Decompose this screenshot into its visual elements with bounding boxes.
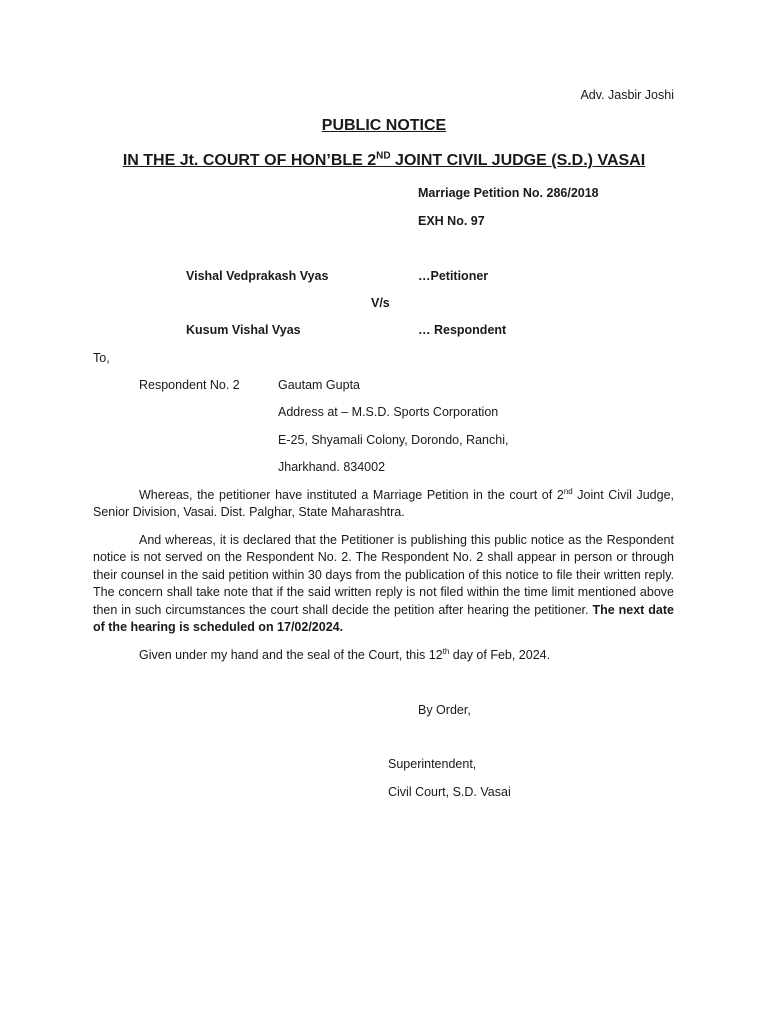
court-heading: [0, 152, 768, 170]
address-line-1: Address at – M.S.D. Sports Corporation: [278, 405, 499, 419]
paragraph-1-pre: Whereas, the petitioner have instituted a Marriage Petition in the court of 2: [139, 488, 564, 502]
court-heading-pre: IN THE Jt. COURT OF HON’BLE 2: [122, 152, 377, 169]
paragraph-3-sup: th: [442, 646, 450, 656]
paragraph-3: [93, 647, 674, 664]
paragraph-2: [93, 532, 674, 636]
to-label: To,: [93, 351, 110, 365]
hearing-date-text: The next date of the hearing is scheduled on 17/02/2024.: [93, 602, 674, 635]
petition-number: Marriage Petition No. 286/2018: [418, 186, 599, 200]
paragraph-3-post: day of Feb, 2024.: [449, 648, 551, 662]
signatory-office: Civil Court, S.D. Vasai: [388, 785, 511, 799]
paragraph-3-pre: Given under my hand and the seal of the Court, this 12: [139, 648, 443, 662]
court-heading-sup: ND: [376, 150, 391, 162]
addressee-name: Gautam Gupta: [278, 378, 360, 392]
address-line-3: Jharkhand. 834002: [278, 460, 386, 474]
paragraph-1-sup: nd: [563, 486, 573, 496]
paragraph-1: [93, 487, 674, 522]
notice-title: PUBLIC NOTICE: [321, 117, 447, 134]
paragraph-2-text: And whereas, it is declared that the Petitioner is publishing this public notice as the Respondent notice is not served on the Respondent No. 2. The Respondent No. 2 shall appear in person or through their counsel in the said petition within 30 days from the publication of this notice to file their written reply. The concern shall take note that if the said written reply is not filed within the time limit mentioned above then in such circumstances the court shall decide the petition after hearing the petitioner.: [93, 533, 674, 617]
respondent-role: … Respondent: [418, 323, 507, 337]
paragraph-1-post: Joint Civil Judge, Senior Division, Vasai. Dist. Palghar, State Maharashtra.: [93, 488, 674, 520]
petitioner-name: Vishal Vedprakash Vyas: [186, 269, 329, 283]
signatory-designation: Superintendent,: [388, 757, 477, 771]
court-heading-post: JOINT CIVIL JUDGE (S.D.) VASAI: [390, 152, 646, 169]
respondent-name: Kusum Vishal Vyas: [186, 323, 301, 337]
versus-label: V/s: [371, 296, 390, 310]
advocate-name: Adv. Jasbir Joshi: [580, 88, 674, 102]
address-line-2: E-25, Shyamali Colony, Dorondo, Ranchi,: [278, 433, 509, 447]
petitioner-role: …Petitioner: [418, 269, 489, 283]
exhibit-number: EXH No. 97: [418, 214, 485, 228]
by-order: By Order,: [418, 703, 471, 717]
respondent-number-label: Respondent No. 2: [139, 378, 240, 392]
